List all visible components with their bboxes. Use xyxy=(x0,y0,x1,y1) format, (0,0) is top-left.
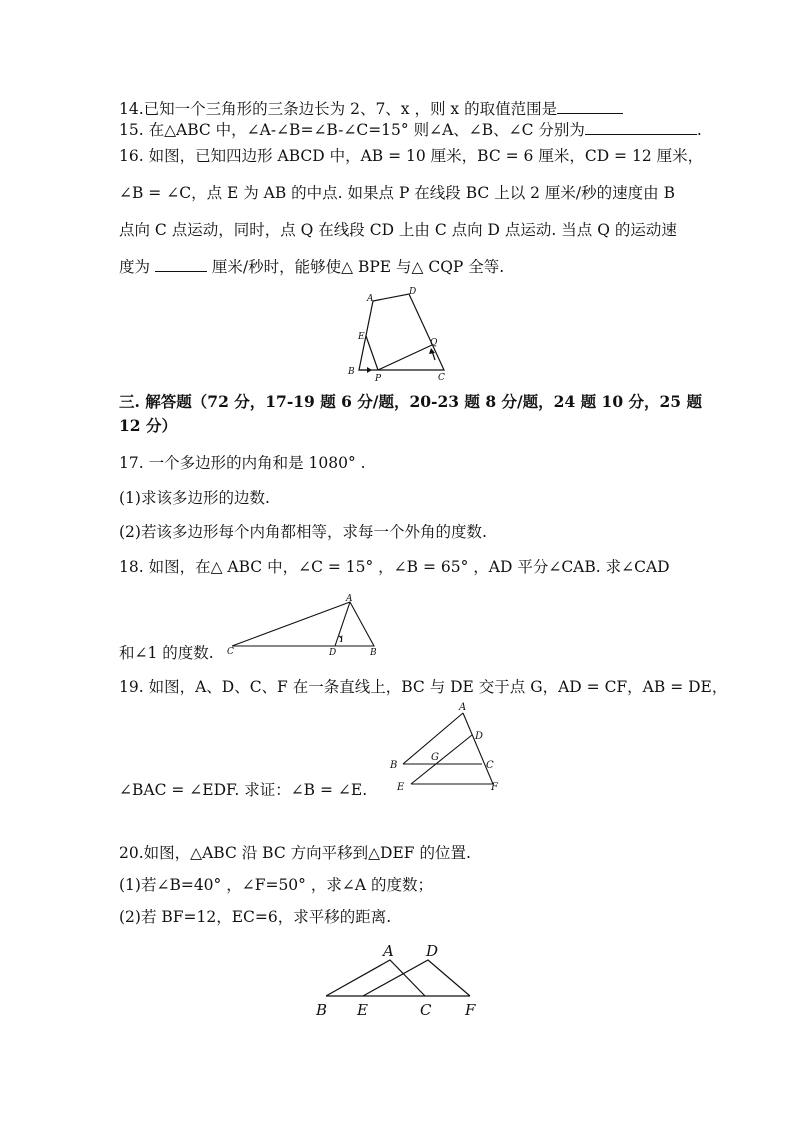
q19-label-E: E xyxy=(397,782,405,793)
q18-line2: 和∠1 的度数. xyxy=(119,644,214,662)
q16-label-D: D xyxy=(409,287,417,297)
q16-segment-PQ xyxy=(378,345,432,370)
q19-label-F: F xyxy=(491,782,498,793)
q16-label-B: B xyxy=(348,367,355,377)
q18-line1: 18. 如图，在△ ABC 中，∠C = 15° ，∠B = 65° ，AD 平分∠CAB. 求∠CAD xyxy=(119,558,670,576)
q16-label-A: A xyxy=(367,294,374,304)
q19-label-C: C xyxy=(486,760,494,771)
section3-heading-line2: 12 分） xyxy=(119,416,177,435)
q16-segment-EP xyxy=(366,336,378,370)
q18-label-D: D xyxy=(329,648,337,658)
q16-line4 xyxy=(119,257,504,277)
q15-end: . xyxy=(696,121,702,139)
q16-line4-end: 厘米/秒时，能够使△ BPE 与△ CQP 全等. xyxy=(211,258,505,276)
q16-label-P: P xyxy=(375,374,382,384)
q16-label-C: C xyxy=(438,373,445,383)
q16-figure xyxy=(340,287,460,385)
q19-label-A: A xyxy=(459,702,467,713)
q14-answer-blank xyxy=(557,99,623,114)
q19-label-G: G xyxy=(431,752,439,763)
q20-part2: (2)若 BF=12，EC=6，求平移的距离. xyxy=(119,908,392,926)
section3-heading-line1: 三. 解答题（72 分，17-19 题 6 分/题，20-23 题 8 分/题，24 题 10 分，25 题 xyxy=(119,392,702,411)
q20-label-E: E xyxy=(357,1001,368,1019)
q20-label-F: F xyxy=(465,1001,476,1019)
q16-label-E: E xyxy=(358,332,365,342)
q20-label-C: C xyxy=(420,1001,432,1019)
q16-line3: 点向 C 点运动，同时，点 Q 在线段 CD 上由 C 点向 D 点运动. 当点 Q 的运动速 xyxy=(119,221,677,239)
q18-label-C: C xyxy=(227,647,234,657)
q19-line-ADCF xyxy=(463,713,493,784)
q16-answer-blank xyxy=(155,257,207,272)
q18-label-A: A xyxy=(346,594,353,604)
q17-stem: 17. 一个多边形的内角和是 1080° . xyxy=(119,454,366,472)
q19-label-B: B xyxy=(390,760,398,771)
q16-line4-start: 度为 xyxy=(119,258,151,276)
q17-part2: (2)若该多边形每个内角都相等，求每一个外角的度数. xyxy=(119,523,487,541)
q14-text: 14.已知一个三角形的三条边长为 2、7、x ，则 x 的取值范围是 xyxy=(119,100,558,118)
q20-label-B: B xyxy=(316,1001,328,1019)
q20-part1: (1)若∠B=40° ，∠F=50° ，求∠A 的度数； xyxy=(119,876,433,894)
q20-label-A: A xyxy=(383,942,394,960)
q19-label-D: D xyxy=(475,731,484,742)
q20-triangle-DEF xyxy=(363,960,470,996)
q16-line1: 16. 如图，已知四边形 ABCD 中，AB = 10 厘米，BC = 6 厘米，CD = 12 厘米， xyxy=(119,147,704,165)
q19-line1: 19. 如图，A、D、C、F 在一条直线上，BC 与 DE 交于点 G，AD = CF，AB = DE， xyxy=(119,678,728,696)
q20-triangle-ABC xyxy=(326,960,425,996)
q16-arrowhead-B xyxy=(367,367,372,373)
q15-answer-blank xyxy=(585,120,697,135)
q18-figure xyxy=(225,590,385,660)
q19-line2: ∠BAC = ∠EDF. 求证：∠B = ∠E. xyxy=(119,781,368,799)
q16-label-Q: Q xyxy=(430,338,438,348)
q16-line2: ∠B = ∠C，点 E 为 AB 的中点. 如果点 P 在线段 BC 上以 2 厘米/秒的速度由 B xyxy=(119,184,675,202)
q19-segment-DE xyxy=(411,735,472,784)
q15-line xyxy=(119,120,702,140)
q15-text: 15. 在△ABC 中，∠A-∠B=∠B-∠C=15° 则∠A、∠B、∠C 分别为 xyxy=(119,121,585,139)
q20-label-D: D xyxy=(426,942,439,960)
q19-figure xyxy=(385,700,525,800)
q17-part1: (1)求该多边形的边数. xyxy=(119,489,270,507)
q18-label-B: B xyxy=(370,648,377,658)
q18-label-angle1: 1 xyxy=(339,635,345,644)
q20-stem: 20.如图，△ABC 沿 BC 方向平移到△DEF 的位置. xyxy=(119,844,471,862)
q18-triangle xyxy=(232,602,374,646)
q14-line xyxy=(119,99,623,119)
q20-figure xyxy=(310,940,500,1020)
